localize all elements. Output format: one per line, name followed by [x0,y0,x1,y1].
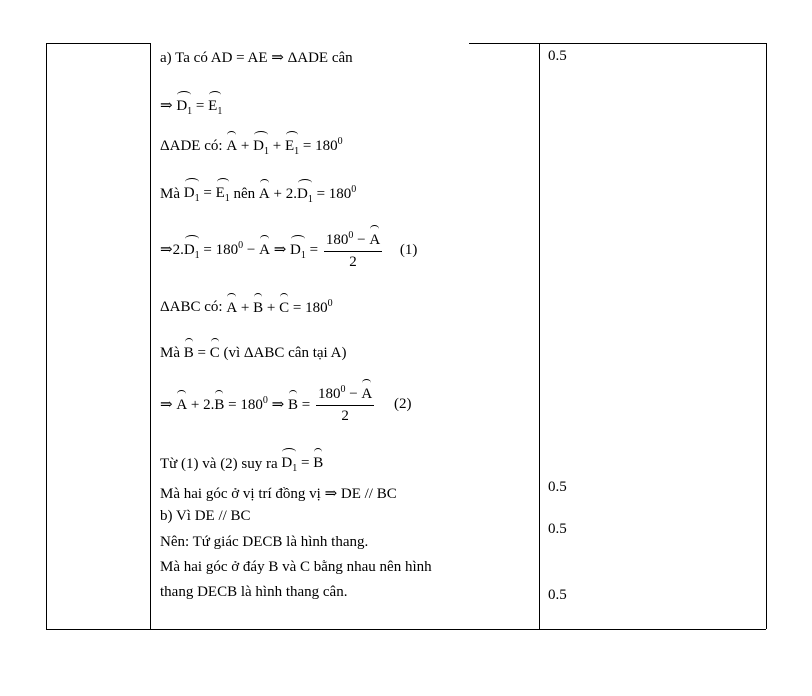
line-5: $\Rightarrow 2.D_1 = 180^0 - A$ ⇒ $D_1$ = $\frac{180^0 - A}{2}$ (1) [160,230,418,270]
line-12: Nên: Tứ giác DECB là hình thang. [160,534,369,550]
line-9-prefix: Từ (1) và (2) suy ra [160,455,278,472]
equation-tag-2: (2) [394,395,412,412]
line-1: a) Ta có AD = AE ⇒ ΔADE cân [160,50,353,66]
top-border-right [469,43,766,44]
line-9: Từ (1) và (2) suy ra $D_1 = B$ [160,455,324,474]
equation-tag-1: (1) [399,241,418,258]
line-10: Mà hai góc ở vị trí đồng vị ⇒ DE // BC [160,486,397,502]
score-2: 0.5 [548,479,567,495]
bottom-border [46,629,766,630]
line-4-prefix: Mà [160,185,180,202]
line-13: Mà hai góc ở đáy B và C bằng nhau nên hình [160,559,432,575]
col-border-1 [150,43,151,629]
line-4: Mà $D_1 = E_1$ nên $A + 2.D_1 = 180^0$ [160,184,357,205]
line-4-mid: nên [233,185,256,202]
col-border-right [766,43,767,629]
line-3: ΔADE có: $A + D_1 + E_1 = 180^0$ [160,136,343,157]
score-1: 0.5 [548,48,567,64]
line-11: b) Vì DE // BC [160,508,251,524]
score-4: 0.5 [548,587,567,603]
line-7-prefix: Mà [160,345,180,361]
grading-table [46,43,766,629]
line-7: Mà B = C (vì ΔABC cân tại A) [160,345,347,362]
line-6: ΔABC có: $A + B + C = 180^0$ [160,298,333,316]
line-8: ⇒ $A + 2.B = 180^0$ ⇒ B = $\frac{180^0 - A}{2}$ (2) [160,384,412,424]
line-14: thang DECB là hình thang cân. [160,584,348,600]
line-2: ⇒ $D_1 = E_1$ [160,98,223,117]
score-3: 0.5 [548,521,567,537]
col-border-left [46,43,47,629]
line-3-prefix: ΔADE có: [160,137,223,154]
line-6-prefix: ΔABC có: [160,298,223,315]
top-border-left [46,43,150,44]
line-7-suffix: (vì ΔABC cân tại A) [223,345,347,361]
col-border-2 [539,43,540,629]
